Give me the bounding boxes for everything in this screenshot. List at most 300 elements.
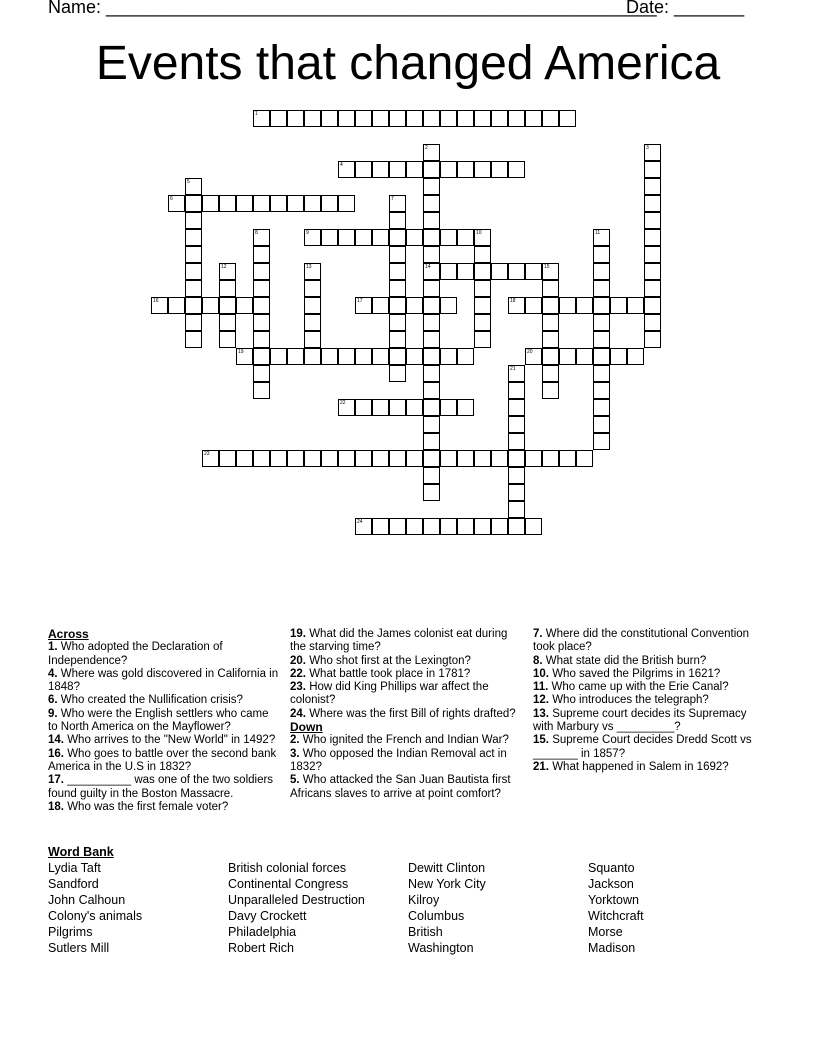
crossword-cell[interactable]: [321, 110, 338, 127]
crossword-cell[interactable]: [304, 348, 321, 365]
crossword-cell[interactable]: [185, 195, 202, 212]
crossword-cell[interactable]: [253, 110, 270, 127]
crossword-cell[interactable]: [372, 161, 389, 178]
crossword-cell[interactable]: [355, 518, 372, 535]
clue-item: [290, 748, 522, 775]
crossword-cell[interactable]: [474, 450, 491, 467]
clue-item-number: 19.: [290, 628, 306, 640]
crossword-cell[interactable]: [644, 246, 661, 263]
crossword-cell[interactable]: [440, 450, 457, 467]
crossword-cell[interactable]: [219, 263, 236, 280]
crossword-cell[interactable]: [219, 195, 236, 212]
crossword-cell[interactable]: [576, 450, 593, 467]
crossword-cell[interactable]: [338, 195, 355, 212]
crossword-cell[interactable]: [321, 195, 338, 212]
crossword-cell[interactable]: [423, 246, 440, 263]
crossword-cell[interactable]: [593, 246, 610, 263]
crossword-cell[interactable]: [508, 450, 525, 467]
crossword-cell[interactable]: [389, 518, 406, 535]
crossword-cell[interactable]: [423, 416, 440, 433]
crossword-cell[interactable]: [644, 144, 661, 161]
crossword-cell[interactable]: [202, 297, 219, 314]
crossword-cell[interactable]: [253, 263, 270, 280]
crossword-cell[interactable]: [389, 110, 406, 127]
clue-item-number: 9.: [48, 707, 58, 720]
crossword-cell[interactable]: [423, 518, 440, 535]
crossword-cell[interactable]: [508, 399, 525, 416]
crossword-cell[interactable]: [406, 518, 423, 535]
crossword-cell[interactable]: [423, 297, 440, 314]
crossword-cell[interactable]: [576, 348, 593, 365]
crossword-cell[interactable]: [542, 280, 559, 297]
crossword-cell[interactable]: [525, 450, 542, 467]
clue-number: 12: [221, 264, 227, 270]
crossword-cell[interactable]: [491, 518, 508, 535]
crossword-cell[interactable]: [168, 297, 185, 314]
crossword-cell[interactable]: [406, 399, 423, 416]
clue-number: 6: [170, 196, 173, 202]
crossword-cell[interactable]: [644, 331, 661, 348]
crossword-cell[interactable]: [440, 518, 457, 535]
crossword-cell[interactable]: [593, 229, 610, 246]
crossword-cell[interactable]: [474, 314, 491, 331]
crossword-cell[interactable]: [610, 297, 627, 314]
crossword-cell[interactable]: [253, 297, 270, 314]
crossword-cell[interactable]: [219, 450, 236, 467]
crossword-cell[interactable]: [457, 161, 474, 178]
crossword-cell[interactable]: [508, 467, 525, 484]
crossword-cell[interactable]: [185, 297, 202, 314]
crossword-cell[interactable]: [236, 195, 253, 212]
crossword-cell[interactable]: [644, 314, 661, 331]
crossword-cell[interactable]: [644, 212, 661, 229]
clue-number: 7: [391, 196, 394, 202]
crossword-cell[interactable]: [491, 110, 508, 127]
clue-item-text: Who opposed the Indian Removal act in 1832?: [290, 747, 507, 773]
crossword-cell[interactable]: [508, 501, 525, 518]
clue-item-text: Who introduces the telegraph?: [549, 694, 709, 707]
clue-number: 20: [527, 349, 533, 355]
crossword-cell[interactable]: [406, 450, 423, 467]
crossword-cell[interactable]: [457, 399, 474, 416]
crossword-cell[interactable]: [338, 348, 355, 365]
crossword-cell[interactable]: [253, 382, 270, 399]
crossword-cell[interactable]: [644, 161, 661, 178]
crossword-cell[interactable]: [372, 518, 389, 535]
word-bank-item: British: [408, 925, 443, 939]
crossword-cell[interactable]: [406, 229, 423, 246]
crossword-cell[interactable]: [253, 314, 270, 331]
word-bank-item: New York City: [408, 877, 486, 891]
crossword-cell[interactable]: [423, 195, 440, 212]
word-bank-item: Unparalleled Destruction: [228, 893, 365, 907]
crossword-cell[interactable]: [253, 246, 270, 263]
crossword-cell[interactable]: [304, 314, 321, 331]
crossword-cell[interactable]: [355, 348, 372, 365]
crossword-cell[interactable]: [525, 297, 542, 314]
crossword-cell[interactable]: [525, 518, 542, 535]
crossword-cell[interactable]: [389, 399, 406, 416]
crossword-cell[interactable]: [440, 229, 457, 246]
word-bank-item: Philadelphia: [228, 925, 297, 939]
crossword-cell[interactable]: [287, 195, 304, 212]
crossword-cell[interactable]: [355, 399, 372, 416]
crossword-cell[interactable]: [542, 450, 559, 467]
crossword-cell[interactable]: [508, 263, 525, 280]
crossword-cell[interactable]: [525, 348, 542, 365]
crossword-cell[interactable]: [542, 331, 559, 348]
crossword-cell[interactable]: [440, 161, 457, 178]
crossword-cell[interactable]: [644, 229, 661, 246]
clue-item-text: Where was the first Bill of rights drafted?: [306, 707, 516, 720]
crossword-cell[interactable]: [542, 348, 559, 365]
crossword-cell[interactable]: [644, 178, 661, 195]
clue-item-number: 1.: [48, 641, 58, 654]
crossword-cell[interactable]: [270, 195, 287, 212]
crossword-cell[interactable]: [474, 161, 491, 178]
crossword-cell[interactable]: [423, 229, 440, 246]
crossword-cell[interactable]: [474, 518, 491, 535]
word-bank-column: [408, 860, 588, 956]
crossword-cell[interactable]: [644, 280, 661, 297]
crossword-cell[interactable]: [389, 280, 406, 297]
clue-section-title: Down: [290, 720, 323, 735]
clue-item-text: Supreme court decides its Supremacy with Marbury vs _________?: [533, 707, 747, 734]
crossword-cell[interactable]: [559, 348, 576, 365]
crossword-cell[interactable]: [389, 365, 406, 382]
crossword-cell[interactable]: [253, 331, 270, 348]
clue-item-text: Who arrives to the "New World" in 1492?: [64, 734, 276, 747]
crossword-cell[interactable]: [508, 433, 525, 450]
word-bank-item: Continental Congress: [228, 877, 349, 891]
crossword-cell[interactable]: [355, 229, 372, 246]
clue-item-text: Who came up with the Erie Canal?: [548, 681, 729, 694]
clue-item-text: What state did the British burn?: [542, 654, 707, 667]
crossword-cell[interactable]: [355, 110, 372, 127]
crossword-cell[interactable]: [508, 382, 525, 399]
crossword-cell[interactable]: [440, 263, 457, 280]
word-bank-column: [228, 860, 408, 956]
crossword-cell[interactable]: [508, 484, 525, 501]
crossword-cell[interactable]: [474, 331, 491, 348]
crossword-cell[interactable]: [389, 161, 406, 178]
crossword-cell[interactable]: [304, 229, 321, 246]
crossword-cell[interactable]: [355, 297, 372, 314]
crossword-cell[interactable]: [389, 331, 406, 348]
crossword-cell[interactable]: [372, 110, 389, 127]
word-bank-item: Robert Rich: [228, 941, 294, 955]
crossword-cell[interactable]: [474, 246, 491, 263]
clue-number: 9: [306, 230, 309, 236]
crossword-cell[interactable]: [236, 348, 253, 365]
crossword-cell[interactable]: [304, 450, 321, 467]
crossword-cell[interactable]: [593, 416, 610, 433]
crossword-cell[interactable]: [491, 263, 508, 280]
crossword-cell[interactable]: [440, 399, 457, 416]
clue-item-number: 24.: [290, 707, 306, 720]
crossword-cell[interactable]: [168, 195, 185, 212]
crossword-cell[interactable]: [406, 348, 423, 365]
crossword-cell[interactable]: [304, 297, 321, 314]
crossword-cell[interactable]: [202, 450, 219, 467]
crossword-cell[interactable]: [508, 518, 525, 535]
crossword-cell[interactable]: [253, 229, 270, 246]
crossword-cell[interactable]: [508, 110, 525, 127]
clue-section-title: Across: [48, 627, 89, 641]
crossword-cell[interactable]: [236, 450, 253, 467]
crossword-cell[interactable]: [508, 161, 525, 178]
crossword-cell[interactable]: [474, 229, 491, 246]
crossword-cell[interactable]: [423, 450, 440, 467]
crossword-cell[interactable]: [423, 467, 440, 484]
crossword-cell[interactable]: [304, 195, 321, 212]
crossword-cell[interactable]: [593, 365, 610, 382]
crossword-cell[interactable]: [185, 178, 202, 195]
crossword-cell[interactable]: [457, 348, 474, 365]
crossword-cell[interactable]: [423, 348, 440, 365]
crossword-cell[interactable]: [372, 399, 389, 416]
crossword-cell[interactable]: [406, 110, 423, 127]
crossword-cell[interactable]: [474, 297, 491, 314]
crossword-cell[interactable]: [593, 348, 610, 365]
clue-item-number: 8.: [533, 654, 543, 667]
clue-number: 18: [510, 298, 516, 304]
clue-item: [48, 748, 280, 775]
crossword-cell[interactable]: [219, 314, 236, 331]
crossword-cell[interactable]: [185, 263, 202, 280]
clue-number: 15: [544, 264, 550, 270]
clue-item: [290, 628, 522, 655]
crossword-cell[interactable]: [610, 348, 627, 365]
crossword-cell[interactable]: [185, 246, 202, 263]
clue-item: [290, 734, 522, 747]
crossword-cell[interactable]: [253, 365, 270, 382]
clue-number: 23: [204, 451, 210, 457]
crossword-cell[interactable]: [287, 348, 304, 365]
crossword-cell[interactable]: [321, 229, 338, 246]
crossword-cell[interactable]: [542, 314, 559, 331]
crossword-cell[interactable]: [219, 331, 236, 348]
crossword-cell[interactable]: [389, 246, 406, 263]
crossword-cell[interactable]: [644, 263, 661, 280]
word-bank-item: Morse: [588, 925, 623, 939]
crossword-cell[interactable]: [304, 110, 321, 127]
crossword-cell[interactable]: [304, 280, 321, 297]
crossword-cell[interactable]: [457, 450, 474, 467]
crossword-cell[interactable]: [389, 348, 406, 365]
clue-item-text: What battle took place in 1781?: [306, 667, 471, 680]
word-bank-item: Witchcraft: [588, 909, 644, 923]
crossword-cell[interactable]: [236, 297, 253, 314]
crossword-cell[interactable]: [593, 280, 610, 297]
crossword-cell[interactable]: [185, 280, 202, 297]
crossword-cell[interactable]: [423, 331, 440, 348]
clue-number: 17: [357, 298, 363, 304]
crossword-cell[interactable]: [627, 348, 644, 365]
crossword-cell[interactable]: [389, 212, 406, 229]
clue-item-text: Who goes to battle over the second bank America in the U.S in 1832?: [48, 747, 277, 773]
crossword-cell[interactable]: [440, 297, 457, 314]
clue-item: [533, 668, 765, 681]
crossword-cell[interactable]: [559, 110, 576, 127]
crossword-cell[interactable]: [542, 263, 559, 280]
crossword-cell[interactable]: [423, 178, 440, 195]
crossword-cell[interactable]: [644, 297, 661, 314]
crossword-cell[interactable]: [270, 450, 287, 467]
crossword-cell[interactable]: [423, 484, 440, 501]
crossword-cell[interactable]: [406, 297, 423, 314]
crossword-cell[interactable]: [508, 365, 525, 382]
crossword-cell[interactable]: [593, 331, 610, 348]
crossword-cell[interactable]: [593, 297, 610, 314]
clue-number: 10: [476, 230, 482, 236]
word-bank-item: Yorktown: [588, 893, 639, 907]
crossword-cell[interactable]: [287, 450, 304, 467]
crossword-cell[interactable]: [219, 280, 236, 297]
crossword-cell[interactable]: [389, 297, 406, 314]
crossword-cell[interactable]: [423, 399, 440, 416]
clue-number: 16: [153, 298, 159, 304]
crossword-cell[interactable]: [253, 280, 270, 297]
crossword-cell[interactable]: [287, 110, 304, 127]
crossword-cell[interactable]: [270, 110, 287, 127]
crossword-cell[interactable]: [389, 195, 406, 212]
clue-number: 11: [595, 230, 601, 236]
clue-item-number: 16.: [48, 747, 64, 760]
crossword-cell[interactable]: [627, 297, 644, 314]
crossword-cell[interactable]: [253, 450, 270, 467]
crossword-cell[interactable]: [542, 365, 559, 382]
crossword-cell[interactable]: [593, 433, 610, 450]
clue-item-number: 11.: [533, 681, 549, 694]
crossword-cell[interactable]: [270, 348, 287, 365]
crossword-cell[interactable]: [304, 263, 321, 280]
crossword-cell[interactable]: [508, 297, 525, 314]
crossword-cell[interactable]: [474, 263, 491, 280]
clue-number: 13: [306, 264, 312, 270]
clue-item: [533, 681, 765, 694]
crossword-cell[interactable]: [423, 382, 440, 399]
crossword-cell[interactable]: [474, 280, 491, 297]
crossword-cell[interactable]: [440, 348, 457, 365]
crossword-cell[interactable]: [253, 348, 270, 365]
clue-item-text: Who were the English settlers who came to North America on the Mayflower?: [48, 707, 269, 734]
crossword-cell[interactable]: [423, 433, 440, 450]
crossword-cell[interactable]: [423, 161, 440, 178]
crossword-cell[interactable]: [372, 450, 389, 467]
word-bank-item: Davy Crockett: [228, 909, 307, 923]
crossword-cell[interactable]: [559, 450, 576, 467]
crossword-cell[interactable]: [457, 263, 474, 280]
crossword-cell[interactable]: [185, 229, 202, 246]
crossword-cell[interactable]: [423, 280, 440, 297]
crossword-cell[interactable]: [593, 382, 610, 399]
crossword-cell[interactable]: [389, 263, 406, 280]
crossword-cell[interactable]: [593, 399, 610, 416]
crossword-cell[interactable]: [491, 161, 508, 178]
crossword-cell[interactable]: [389, 314, 406, 331]
crossword-cell[interactable]: [338, 161, 355, 178]
clue-item-number: 4.: [48, 667, 58, 680]
crossword-cell[interactable]: [304, 331, 321, 348]
crossword-cell[interactable]: [389, 450, 406, 467]
crossword-cell[interactable]: [423, 212, 440, 229]
crossword-cell[interactable]: [542, 297, 559, 314]
crossword-cell[interactable]: [151, 297, 168, 314]
crossword-cell[interactable]: [338, 399, 355, 416]
crossword-cell[interactable]: [542, 382, 559, 399]
crossword-cell[interactable]: [219, 297, 236, 314]
clue-item-text: What happened in Salem in 1692?: [549, 760, 729, 773]
crossword-cell[interactable]: [457, 229, 474, 246]
crossword-cell[interactable]: [423, 144, 440, 161]
crossword-cell[interactable]: [338, 110, 355, 127]
crossword-cell[interactable]: [423, 263, 440, 280]
crossword-cell[interactable]: [491, 450, 508, 467]
crossword-cell[interactable]: [355, 161, 372, 178]
crossword-cell[interactable]: [559, 297, 576, 314]
crossword-cell[interactable]: [185, 331, 202, 348]
crossword-cell[interactable]: [644, 195, 661, 212]
crossword-cell[interactable]: [457, 518, 474, 535]
crossword-cell[interactable]: [593, 314, 610, 331]
clue-number: 2: [425, 145, 428, 151]
word-bank-item: Lydia Taft: [48, 861, 101, 875]
crossword-cell[interactable]: [321, 450, 338, 467]
crossword-cell[interactable]: [423, 110, 440, 127]
crossword-cell[interactable]: [474, 110, 491, 127]
crossword-cell[interactable]: [593, 263, 610, 280]
crossword-cell[interactable]: [372, 348, 389, 365]
word-bank-item: Washington: [408, 941, 474, 955]
word-bank-item: Jackson: [588, 877, 634, 891]
word-bank-item: Colony's animals: [48, 909, 143, 923]
crossword-cell[interactable]: [525, 263, 542, 280]
crossword-cell[interactable]: [372, 229, 389, 246]
word-bank-column: [48, 860, 228, 956]
page-title: Events that changed America: [95, 37, 721, 90]
crossword-cell[interactable]: [423, 365, 440, 382]
crossword-cell[interactable]: [185, 212, 202, 229]
crossword-cell[interactable]: [338, 229, 355, 246]
crossword-cell[interactable]: [185, 314, 202, 331]
crossword-cell[interactable]: [355, 450, 372, 467]
crossword-cell[interactable]: [202, 195, 219, 212]
crossword-cell[interactable]: [321, 348, 338, 365]
word-bank-item: Columbus: [408, 909, 465, 923]
crossword-cell[interactable]: [542, 110, 559, 127]
clues-column-1: [48, 628, 280, 814]
crossword-cell[interactable]: [372, 297, 389, 314]
clue-number: 22: [340, 400, 346, 406]
word-bank-item: British colonial forces: [228, 861, 347, 875]
crossword-cell[interactable]: [338, 450, 355, 467]
crossword-cell[interactable]: [576, 297, 593, 314]
clue-item-number: 15.: [533, 734, 549, 747]
crossword-cell[interactable]: [389, 229, 406, 246]
crossword-cell[interactable]: [525, 110, 542, 127]
clue-item-text: What did the James colonist eat during the starving time?: [290, 628, 508, 654]
crossword-cell[interactable]: [508, 416, 525, 433]
crossword-cell[interactable]: [440, 110, 457, 127]
clue-item: [290, 708, 522, 721]
clue-item: [533, 708, 765, 735]
crossword-cell[interactable]: [457, 110, 474, 127]
clue-item-text: __________ was one of the two soldiers found guilty in the Boston Massacre.: [48, 774, 274, 800]
crossword-cell[interactable]: [423, 314, 440, 331]
crossword-cell[interactable]: [406, 161, 423, 178]
crossword-cell[interactable]: [253, 195, 270, 212]
